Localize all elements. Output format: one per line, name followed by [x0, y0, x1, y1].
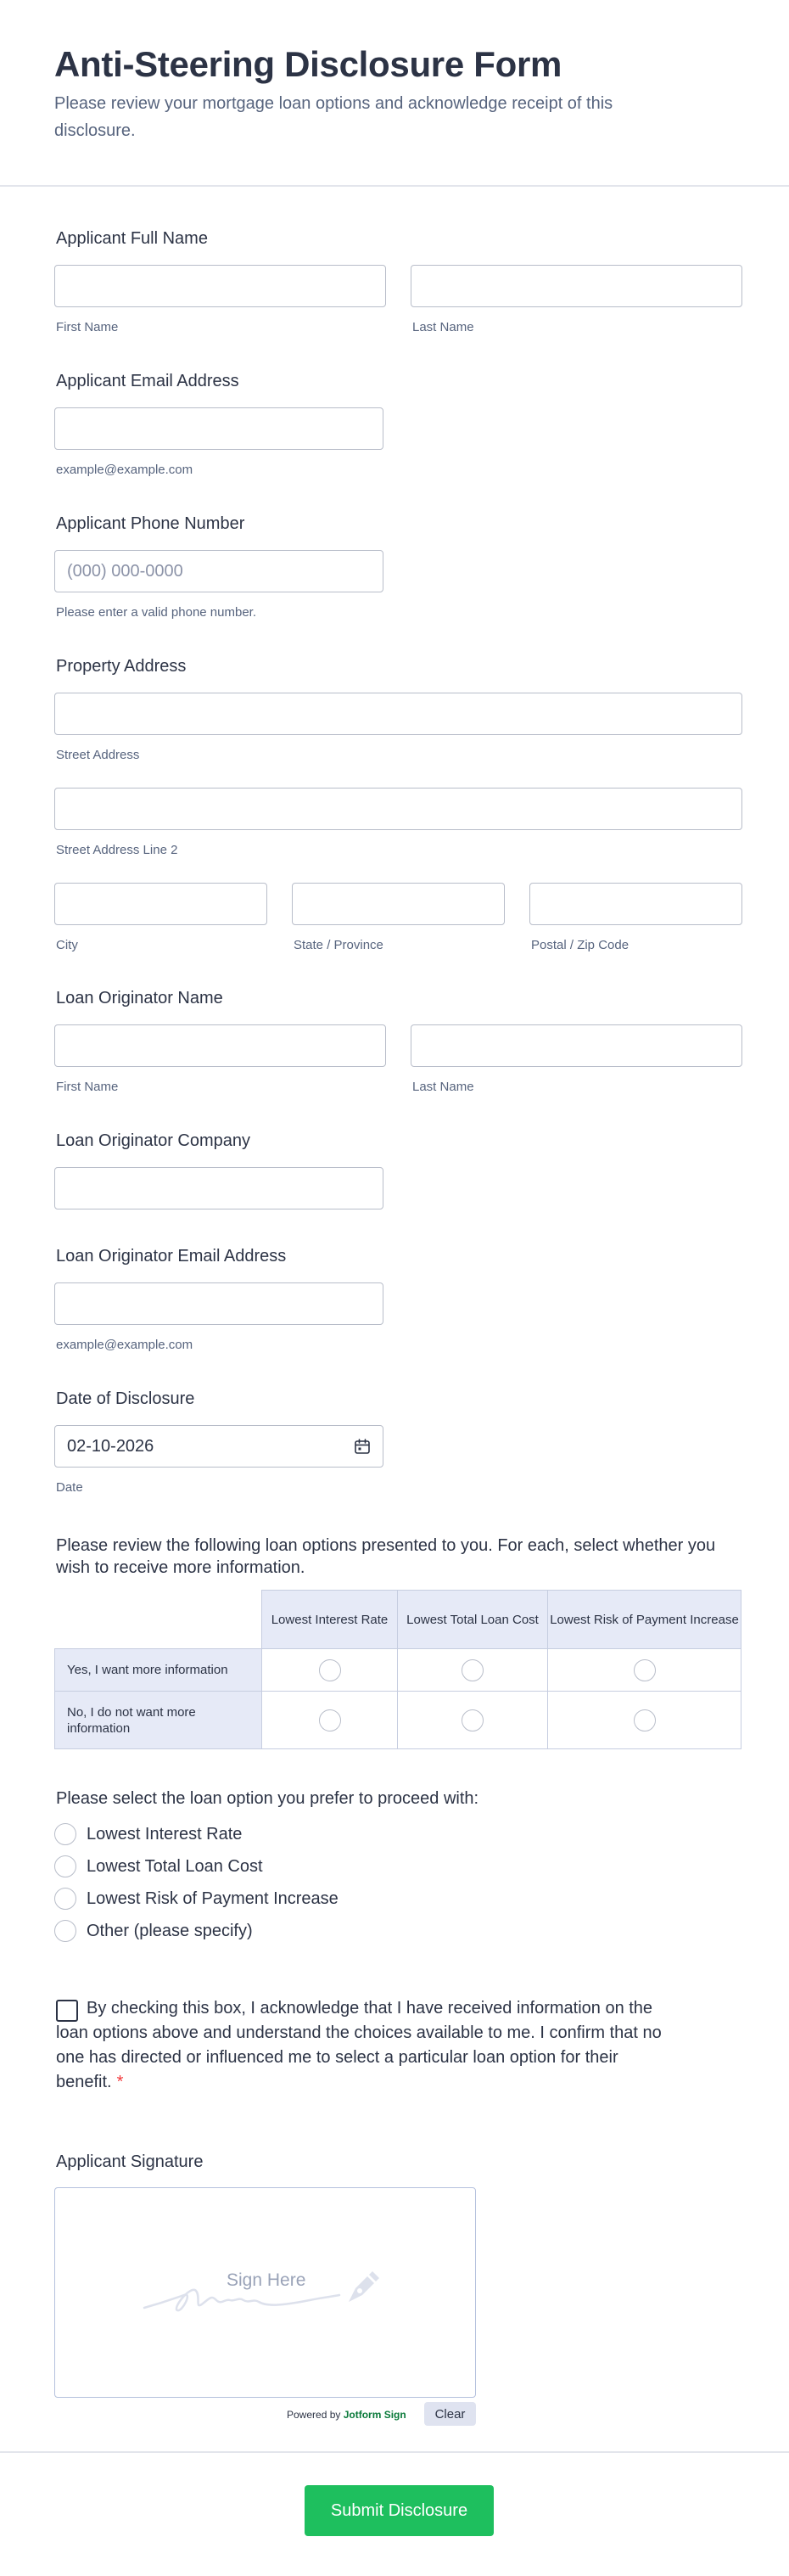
street-address-sublabel: Street Address [56, 748, 140, 762]
applicant-email-sublabel: example@example.com [56, 463, 193, 477]
lo-first-name-sublabel: First Name [56, 1080, 119, 1094]
disclosure-date-value: 02-10-2026 [67, 1436, 154, 1456]
signature-pad[interactable] [54, 2187, 476, 2398]
form-header [0, 0, 789, 187]
zip-input[interactable] [529, 883, 742, 925]
preference-option-label: Lowest Interest Rate [87, 1824, 243, 1844]
jotform-sign-brand[interactable]: Jotform Sign [343, 2409, 406, 2421]
street-address-line2-input[interactable] [54, 788, 742, 830]
powered-by-prefix: Powered by [287, 2409, 341, 2421]
pen-nib-icon [344, 2268, 383, 2307]
preference-option[interactable] [54, 1888, 339, 1910]
preference-radio[interactable] [54, 1855, 76, 1877]
applicant-phone-input[interactable]: (000) 000-0000 [54, 550, 383, 592]
matrix-cell [261, 1648, 398, 1692]
matrix-cell [397, 1691, 548, 1749]
loan-options-matrix [54, 1590, 741, 1749]
required-asterisk: * [116, 2073, 124, 2091]
calendar-icon[interactable] [354, 1438, 371, 1455]
state-input[interactable] [292, 883, 505, 925]
applicant-last-name-input[interactable] [411, 265, 742, 307]
matrix-cell [547, 1648, 741, 1692]
acknowledgment-text [56, 1996, 667, 2095]
clear-signature-button[interactable]: Clear [424, 2402, 476, 2426]
form-description: Please review your mortgage loan options and acknowledge receipt of this disclosure. [54, 94, 613, 140]
matrix-radio[interactable] [462, 1709, 484, 1731]
acknowledgment-label: By checking this box, I acknowledge that I have received information on the loan options above and understand the choices available to me. I confirm that no one has directed or influenced me to select a particular loan option for their benefit. [56, 1999, 662, 2091]
matrix-cell [547, 1691, 741, 1749]
zip-sublabel: Postal / Zip Code [531, 938, 630, 952]
city-sublabel: City [56, 938, 78, 952]
preference-option[interactable] [54, 1920, 253, 1942]
lo-last-name-sublabel: Last Name [412, 1080, 474, 1094]
disclosure-date-input[interactable] [54, 1425, 383, 1468]
matrix-radio[interactable] [319, 1659, 341, 1681]
matrix-cell [397, 1648, 548, 1692]
preference-option-label: Lowest Total Loan Cost [87, 1856, 263, 1876]
lo-first-name-input[interactable] [54, 1024, 386, 1067]
preference-option[interactable] [54, 1823, 242, 1845]
state-sublabel: State / Province [294, 938, 383, 952]
applicant-email-label: Applicant Email Address [56, 372, 239, 390]
applicant-phone-label: Applicant Phone Number [56, 514, 245, 533]
applicant-first-name-input[interactable] [54, 265, 386, 307]
lo-company-label: Loan Originator Company [56, 1131, 251, 1150]
matrix-radio[interactable] [634, 1709, 656, 1731]
lo-name-label: Loan Originator Name [56, 989, 223, 1007]
applicant-name-label: Applicant Full Name [56, 229, 208, 248]
matrix-row-header: Yes, I want more information [54, 1648, 262, 1692]
property-address-label: Property Address [56, 657, 187, 676]
preference-radio[interactable] [54, 1920, 76, 1942]
signature-placeholder: Sign Here [227, 2270, 306, 2290]
matrix-radio[interactable] [319, 1709, 341, 1731]
preference-radio[interactable] [54, 1823, 76, 1845]
disclosure-date-sublabel: Date [56, 1480, 83, 1495]
applicant-first-name-sublabel: First Name [56, 320, 119, 334]
preference-question: Please select the loan option you prefer to proceed with: [56, 1789, 479, 1808]
street-address-input[interactable] [54, 693, 742, 735]
form-title: Anti-Steering Disclosure Form [54, 44, 562, 84]
matrix-cell [261, 1691, 398, 1749]
preference-radio[interactable] [54, 1888, 76, 1910]
preference-option[interactable] [54, 1855, 263, 1877]
powered-by-text [287, 2409, 406, 2421]
lo-company-input[interactable] [54, 1167, 383, 1209]
lo-last-name-input[interactable] [411, 1024, 742, 1067]
matrix-row-header: No, I do not want more information [54, 1691, 262, 1749]
disclosure-date-label: Date of Disclosure [56, 1389, 195, 1408]
lo-email-label: Loan Originator Email Address [56, 1247, 287, 1266]
matrix-col-header: Lowest Interest Rate [261, 1590, 398, 1649]
applicant-phone-sublabel: Please enter a valid phone number. [56, 605, 256, 620]
submit-button[interactable]: Submit Disclosure [305, 2485, 494, 2536]
matrix-question: Please review the following loan options presented to you. For each, select whether you wish to receive more information. [56, 1536, 716, 1577]
street-address-line2-sublabel: Street Address Line 2 [56, 843, 178, 857]
matrix-radio[interactable] [634, 1659, 656, 1681]
lo-email-input[interactable] [54, 1282, 383, 1325]
preference-option-label: Lowest Risk of Payment Increase [87, 1889, 339, 1908]
preference-option-label: Other (please specify) [87, 1921, 253, 1940]
applicant-last-name-sublabel: Last Name [412, 320, 474, 334]
matrix-col-header: Lowest Risk of Payment Increase [547, 1590, 741, 1649]
applicant-email-input[interactable] [54, 407, 383, 450]
signature-label: Applicant Signature [56, 2152, 204, 2171]
lo-email-sublabel: example@example.com [56, 1338, 193, 1352]
city-input[interactable] [54, 883, 267, 925]
matrix-col-header: Lowest Total Loan Cost [397, 1590, 548, 1649]
matrix-radio[interactable] [462, 1659, 484, 1681]
